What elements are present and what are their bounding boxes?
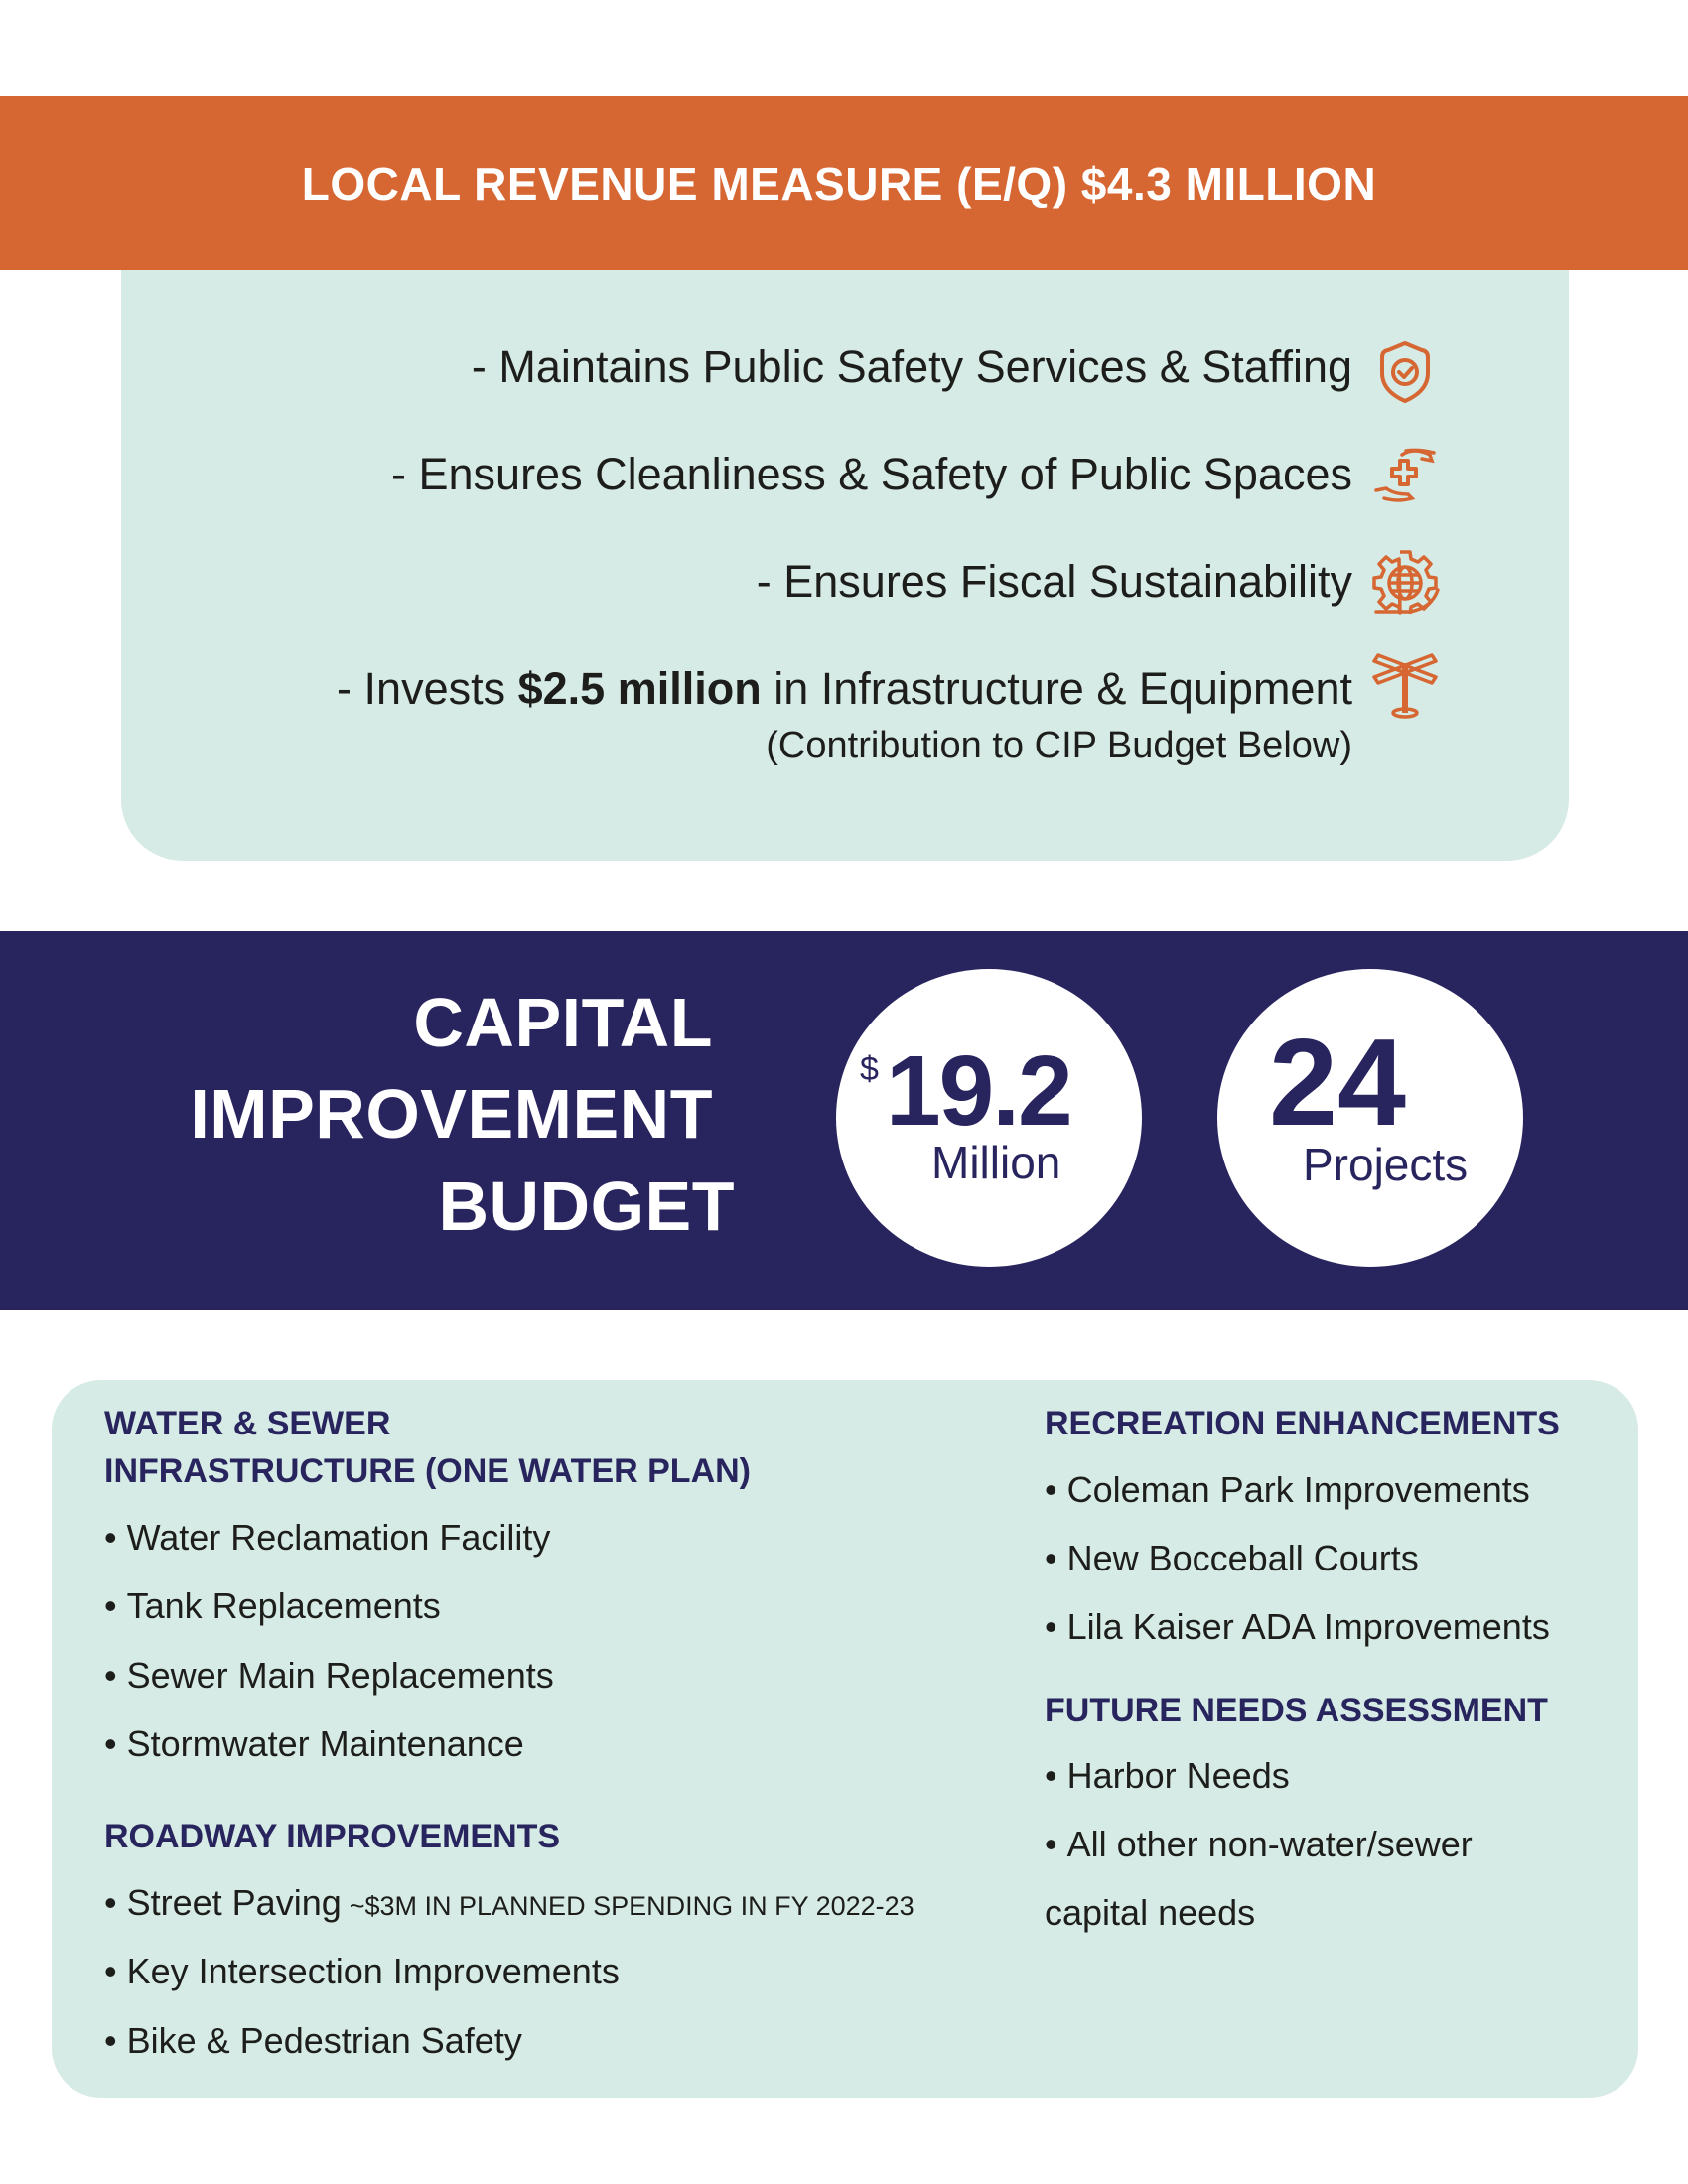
cip-contribution-note: (Contribution to CIP Budget Below) xyxy=(766,725,1352,766)
list-item-text: New Bocceball Courts xyxy=(1066,1538,1419,1578)
list-item-continuation: capital needs xyxy=(1045,1892,1256,1933)
benefit-infrastructure xyxy=(337,663,1352,715)
cip-banner xyxy=(0,931,1688,1310)
globe-gear-icon xyxy=(1370,546,1440,615)
currency-symbol: $ xyxy=(860,1050,879,1088)
bullet-icon: • xyxy=(104,1655,117,1696)
revenue-benefits-card xyxy=(121,270,1569,861)
budget-amount: 19.2 xyxy=(886,1035,1071,1147)
bullet-icon: • xyxy=(104,1723,117,1764)
benefit-text: in Infrastructure & Equipment xyxy=(761,663,1352,714)
benefit-text: Maintains Public Safety Services & Staffing xyxy=(498,341,1352,392)
list-item-text: Coleman Park Improvements xyxy=(1066,1469,1530,1510)
cip-title-line-1: CAPITAL xyxy=(413,984,713,1061)
budget-stat-circle xyxy=(836,969,1142,1267)
benefit-dash: - xyxy=(391,449,419,499)
bullet-icon: • xyxy=(104,2020,117,2061)
list-item xyxy=(104,1517,550,1559)
benefit-dash: - xyxy=(756,556,784,607)
bullet-icon: • xyxy=(104,1951,117,1991)
revenue-measure-banner xyxy=(0,96,1688,270)
cip-details-card xyxy=(52,1380,1638,2098)
list-item xyxy=(1045,1606,1550,1648)
future-needs-heading: FUTURE NEEDS ASSESSMENT xyxy=(1045,1692,1548,1729)
shield-check-icon xyxy=(1370,338,1440,407)
benefit-dash: - Invests xyxy=(337,663,518,714)
list-item-text: Tank Replacements xyxy=(126,1585,441,1626)
list-item xyxy=(1045,1469,1530,1511)
bullet-icon: • xyxy=(1045,1538,1057,1578)
bullet-icon: • xyxy=(104,1585,117,1626)
benefit-fiscal xyxy=(757,556,1352,608)
list-item xyxy=(1045,1538,1419,1579)
bullet-icon: • xyxy=(1045,1606,1057,1647)
roadway-heading: ROADWAY IMPROVEMENTS xyxy=(104,1818,561,1855)
cip-title-line-3: BUDGET xyxy=(438,1167,735,1245)
heading-line: WATER & SEWER xyxy=(104,1405,391,1442)
list-item xyxy=(104,1882,914,1924)
spending-note: ~$3M IN PLANNED SPENDING IN FY 2022-23 xyxy=(349,1891,914,1921)
bullet-icon: • xyxy=(1045,1755,1057,1796)
list-item xyxy=(104,2020,522,2062)
list-item xyxy=(1045,1755,1290,1797)
list-item-text: All other non-water/sewer xyxy=(1066,1824,1473,1864)
recreation-heading: RECREATION ENHANCEMENTS xyxy=(1045,1405,1560,1442)
list-item-text: Stormwater Maintenance xyxy=(126,1723,524,1764)
benefit-public-safety xyxy=(472,341,1352,393)
water-sewer-heading xyxy=(104,1400,751,1495)
benefit-dash: - xyxy=(471,341,499,392)
projects-stat-circle xyxy=(1217,969,1523,1267)
list-item-text: Water Reclamation Facility xyxy=(126,1517,551,1558)
revenue-measure-title: LOCAL REVENUE MEASURE (E/Q) $4.3 MILLION xyxy=(301,157,1377,209)
bullet-icon: • xyxy=(104,1882,117,1923)
list-item xyxy=(104,1585,441,1627)
budget-unit: Million xyxy=(931,1137,1061,1188)
list-item-text: Bike & Pedestrian Safety xyxy=(126,2020,522,2061)
hands-medical-cross-icon xyxy=(1370,441,1440,510)
benefit-text: Ensures Fiscal Sustainability xyxy=(783,556,1352,607)
benefit-public-spaces xyxy=(391,449,1352,500)
list-item xyxy=(1045,1824,1473,1865)
list-item xyxy=(104,1951,620,1992)
list-item xyxy=(104,1655,554,1697)
benefit-text: Ensures Cleanliness & Safety of Public Spaces xyxy=(418,449,1352,499)
bullet-icon: • xyxy=(1045,1824,1057,1864)
list-item-text: Lila Kaiser ADA Improvements xyxy=(1066,1606,1550,1647)
signpost-icon xyxy=(1370,651,1440,721)
list-item-text: Sewer Main Replacements xyxy=(126,1655,554,1696)
list-item-text: Street Paving xyxy=(126,1882,342,1923)
list-item-text: Key Intersection Improvements xyxy=(126,1951,620,1991)
projects-count: 24 xyxy=(1269,1015,1406,1152)
cip-title-line-2: IMPROVEMENT xyxy=(190,1075,713,1153)
list-item xyxy=(104,1723,524,1765)
bullet-icon: • xyxy=(1045,1469,1057,1510)
projects-unit: Projects xyxy=(1303,1139,1469,1190)
list-item-text: Harbor Needs xyxy=(1066,1755,1290,1796)
benefit-amount: $2.5 million xyxy=(517,663,762,714)
bullet-icon: • xyxy=(104,1517,117,1558)
heading-line: INFRASTRUCTURE (ONE WATER PLAN) xyxy=(104,1452,751,1490)
